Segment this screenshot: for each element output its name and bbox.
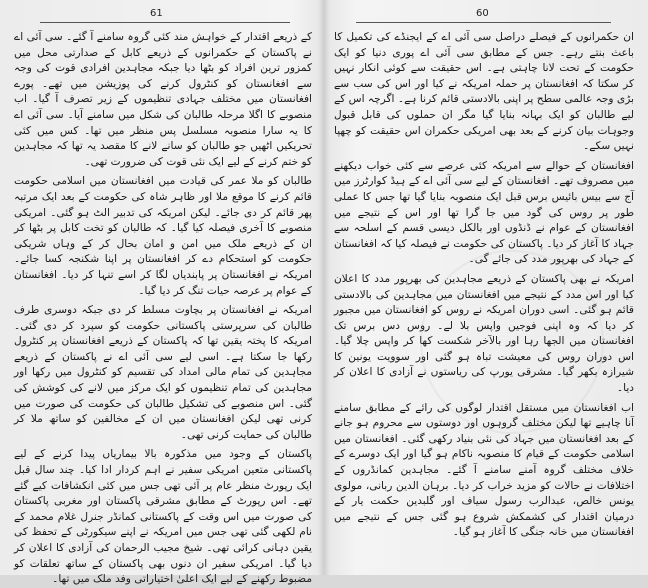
paragraph: ان حکمرانوں کے فیصلے دراصل سی آئی اے کے ایجنڈے کی تکمیل کا باعث بنتے رہے۔ جس کے مطابق سی آئی اے پوری دنیا کو ایک حکومت کے تحت لانا چاہتی ہے۔ اس حقیقت سے کوئی انکار نہیں کر سکتا کہ افغانستان پر حملہ امریکہ نے کیا اور اس کی سب سے بڑی وجہ عالمی سطح پر اپنی بالادستی قائم کرنا ہے۔ اگرچہ اس کے لیے طالبان کو ایک بہانہ بنایا گیا مگر ان حملوں کی قابل قبول وجوہات بیان کرنے کے بعد بھی امریکی حکمران اس حقیقت کو چھپا نہیں سکے۔ — [334, 31, 634, 153]
paragraph: اب افغانستان میں مستقل اقتدار لوگوں کی رائے کے مطابق سامنے آنا چاہیے تھا لیکن مختلف گروہوں اور دوستوں سے محروم ہو جانے کے بعد افغانستان میں جہاد کی نئی بنیاد رکھی گئی۔ افغانستان میں اسلامی حکومت کے قیام کا منصوبہ ناکام ہو گیا اور ایک دوسرے کے خلاف مختلف گروہ آمنے سامنے آ گئے۔ مجاہدین کمانڈروں کے اختلافات نے حالات کو مزید خراب کر دیا۔ برہان الدین ربانی، مولوی یونس خالص، عبدالرب رسول سیاف اور گلبدین حکمت یار کے درمیان اقتدار کی کشمکش شروع ہو گئی جس کے نتیجے میں افغانستان میں خانہ جنگی کا آغاز ہو گیا۔ — [334, 401, 634, 539]
paragraph: امریکہ نے بھی پاکستان کے ذریعے مجاہدین کی بھرپور مدد کا اعلان کیا اور اس مدد کے نتیجے میں افغانستان میں مجاہدین کی بالادستی قائم ہو گئی۔ اسی دوران امریکہ نے روس کو افغانستان میں مجبور کر دیا کہ وہ اپنی فوجیں واپس بلا لے۔ روس دس برس تک افغانستان میں الجھا رہا اور بالآخر شکست کھا کر واپس چلا گیا۔ اس دوران روس کی معیشت تباہ ہو گئی اور سوویت یونین کا شیرازہ بکھر گیا۔ مشرقی یورپ کی ریاستوں نے آزادی کا اعلان کر دیا۔ — [334, 272, 634, 395]
left-page — [0, 0, 322, 586]
paragraph: پاکستان کے وجود میں مذکورہ بالا بیماریاں پیدا کرنے کے لیے پاکستانی متعین امریکی سفیر نے اہم کردار ادا کیا۔ چند سال قبل ایک رپورٹ منظر عام پر آئی تھی جس میں کئی انکشافات کیے گئے تھے۔ اس رپورٹ کے مطابق مشرقی پاکستان اور مغربی پاکستان کی صورت میں اس وقت کے پاکستانی کمانڈر جنرل غلام محمد کے نام لکھی گئی تھی جس میں امریکہ نے اپنے سیکورٹی کے تحفظ کی یقین دہانی کرائی تھی۔ شیخ مجیب الرحمان کی آزادی کا اعلان کر دیا گیا۔ امریکی سفیر ان دنوں بھی پاکستان کے ساتھ تعلقات کو مضبوط رکھنے کے لیے ایک اعلیٰ اختیاراتی وفد ملک میں تھا۔ — [14, 448, 312, 586]
page-number: 60 — [476, 8, 489, 19]
header-rule — [356, 22, 611, 23]
page-body-text — [14, 30, 312, 586]
page-number: 61 — [150, 8, 163, 19]
paragraph: طالبان کو ملا عمر کی قیادت میں افغانستان میں اسلامی حکومت قائم کرنے کا موقع ملا اور ظاہر شاہ کی حکومت کے بعد ایک مرتبہ پھر قائم کر دی جائے۔ لیکن امریکہ کی تدبیر الٹ ہو گئی۔ امریکی منصوبے کا آخری فیصلہ کیا گیا۔ کہ طالبان کو تخت کابل پر بٹھا کر ان کے ذریعے ملک میں امن و امان بحال کر کے وہاں شریکی حکومت کو استحکام دے کر افغانستان پر اپنا شکنجہ کسا جائے۔ امریکہ نے افغانستان پر پابندیاں لگا کر اسے تنہا کر دیا۔ افغانستان کے عوام پر عرصہ حیات تنگ کر دیا گیا۔ — [14, 175, 312, 297]
paragraph: امریکہ نے افغانستان پر بچاوت مسلط کر دی جبکہ دوسری طرف طالبان کی سرپرستی پاکستانی حکومت کو سپرد کر دی گئی۔ امریکہ کا پختہ یقین تھا کہ پاکستان کے ذریعے افغانستان پر کنٹرول رکھا جا سکتا ہے۔ اسی لیے سی آئی اے نے پاکستان کے ذریعے مجاہدین کی تمام مالی امداد کی تقسیم کو کنٹرول میں رکھا اور مجاہدین کی تمام تنظیموں کو ایک مرکز میں لانے کی کوشش کی گئی۔ اس منصوبے کی تشکیل طالبان کی حکومت کی صورت میں کرنی تھی لیکن افغانستان میں ان کے مخالفین کو ساتھ ملا کر طالبان کی حمایت کرنی تھی۔ — [14, 304, 312, 441]
paragraph: افغانستان کے حوالے سے امریکہ کئی عرصے سے کئی خواب دیکھنے میں مصروف تھے۔ افغانستان کے لیے سی آئی اے کے ہیڈ کوارٹرز میں آج سے بیس بائیس برس قبل ایک منصوبہ بنایا گیا تھا جس کا عملی طور پر روس کی گود میں جا گرا تھا اور اس کے نتیجے میں افغانستان کے عوام نے ڈنڈوں اور بالکل دیسی قسم کے اسلحہ سے جہاد کا آغاز کر دیا۔ پاکستان کی حکومت نے فیصلہ کیا کہ افغانستان کے جہاد کی بھرپور مدد کی جائے گی۔ — [334, 159, 634, 266]
page-body-text — [334, 30, 634, 569]
header-rule — [40, 22, 290, 23]
right-page — [326, 0, 648, 575]
paragraph: کے ذریعے اقتدار کے خواہش مند کئی گروہ سامنے آ گئے۔ سی آئی اے نے پاکستان کے حکمرانوں کے ذریعے کابل کے صدارتی محل میں کمزور ترین افراد کو بٹھا دیا جبکہ مجاہدین افرادی قوت کی وجہ سے افغانستان کو کنٹرول کرنے کی پوزیشن میں تھے۔ پورے افغانستان میں مختلف جہادی تنظیموں کے زیر تصرف آ گیا۔ اب منصوبے کا اگلا مرحلہ طالبان کی شکل میں سامنے آیا۔ سی آئی اے کا یہ سارا منصوبہ مسلسل پس منظر میں تھا۔ کس میں کئی تحریکیں اٹھیں جو طالبان کو سانے لانے کا مقصد یہ تھا کہ مجاہدین کو ختم کرنے کے لیے ایک نئی قوت کی ضرورت تھی۔ — [14, 31, 312, 168]
